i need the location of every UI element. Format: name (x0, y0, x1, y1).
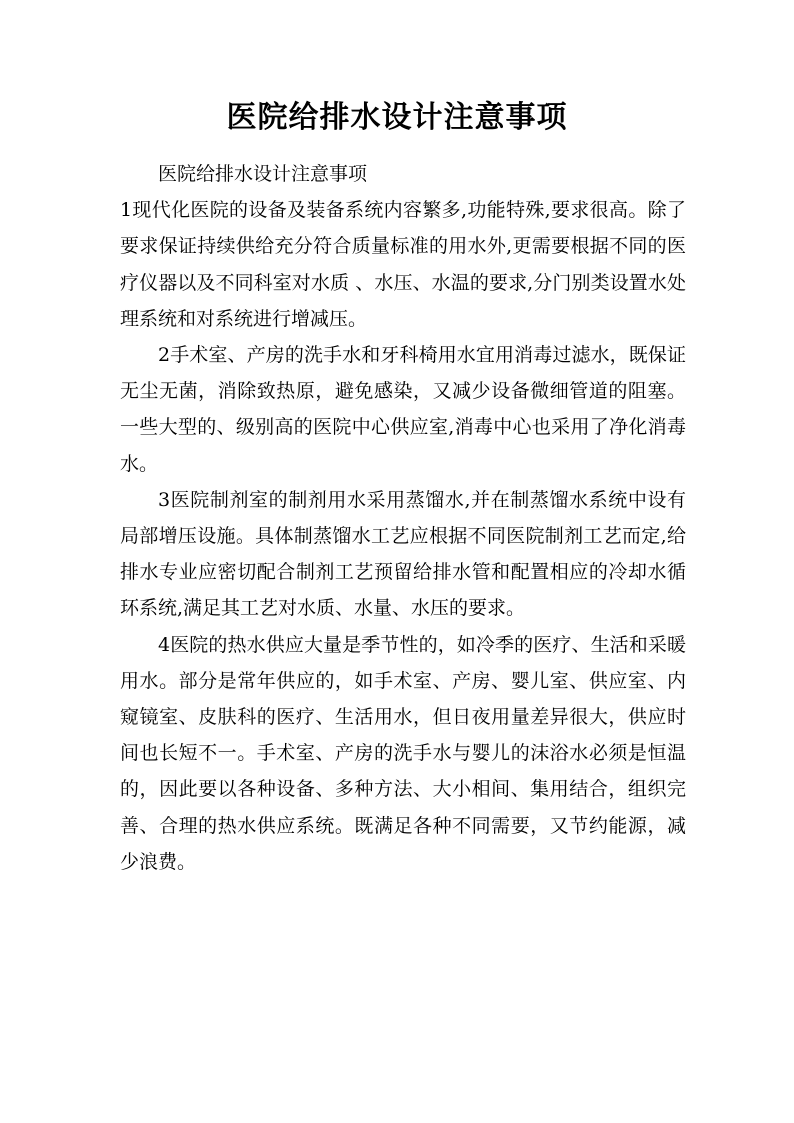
paragraph-1: 1现代化医院的设备及装备系统内容繁多,功能特殊,要求很高。除了要求保证持续供给充分符合质量标准的用水外,更需要根据不同的医疗仪器以及不同科室对水质 、水压、水温的要求,分门别类设置水处理系统和对系统进行增减压。 (120, 199, 686, 330)
document-subtitle: 医院给排水设计注意事项 (158, 163, 368, 185)
paragraph-3: 3医院制剂室的制剂用水采用蒸馏水,并在制蒸馏水系统中设有局部增压设施。具体制蒸馏水工艺应根据不同医院制剂工艺而定,给排水专业应密切配合制剂工艺预留给排水管和配置相应的冷却水循环系统,满足其工艺对水质、水量、水压的要求。 (120, 488, 686, 620)
paragraph-2: 2手术室、产房的洗手水和牙科椅用水宜用消毒过滤水，既保证无尘无菌，消除致热原，避免感染，又减少设备微细管道的阻塞。一些大型的、级别高的医院中心供应室,消毒中心也采用了净化消毒水。 (120, 344, 686, 475)
paragraph-4: 4医院的热水供应大量是季节性的，如冷季的医疗、生活和采暖用水。部分是常年供应的，如手术室、产房、婴儿室、供应室、内窥镜室、皮肤科的医疗、生活用水，但日夜用量差异很大，供应时间也长短不一。手术室、产房的洗手水与婴儿的沫浴水必须是恒温的，因此要以各种设备、多种方法、大小相间、集用结合，组织完善、合理的热水供应系统。既满足各种不同需要，又节约能源，减少浪费。 (120, 633, 686, 873)
document-body (120, 156, 686, 880)
document-title: 医院给排水设计注意事项 (226, 100, 568, 135)
